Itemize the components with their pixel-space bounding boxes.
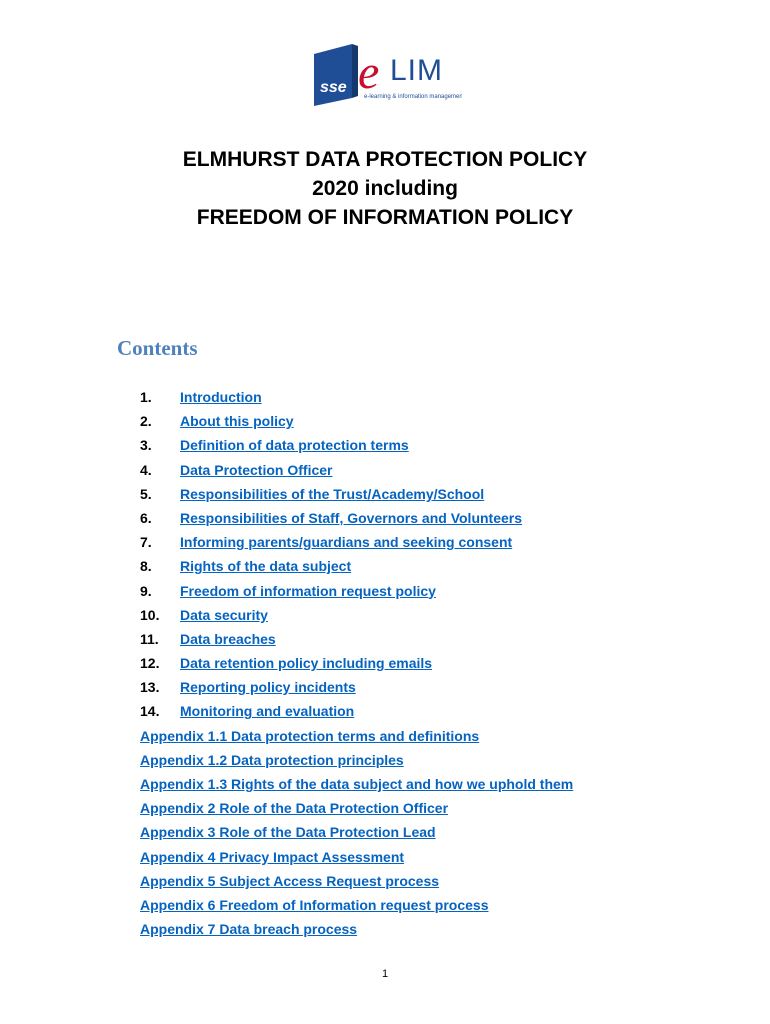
- toc-link-consent[interactable]: Informing parents/guardians and seeking consent: [180, 534, 513, 551]
- page-number: 1: [381, 968, 389, 980]
- toc-number: 10.: [140, 606, 160, 623]
- toc-number: 3.: [140, 437, 152, 454]
- title-line-1: ELMHURST DATA PROTECTION POLICY: [182, 148, 588, 171]
- contents-heading: Contents: [117, 336, 198, 360]
- title-line-2: 2020 including: [312, 177, 458, 200]
- logo-lim-text: LIM: [390, 54, 444, 87]
- elim-logo-graphic: [312, 40, 462, 108]
- toc-number: 9.: [140, 582, 152, 599]
- toc-number: 11.: [140, 630, 159, 647]
- toc-item-trust-responsibilities: [140, 482, 700, 506]
- toc-item-foi: [140, 579, 700, 603]
- toc-number: 12.: [140, 655, 160, 672]
- toc-number: 5.: [140, 485, 152, 502]
- toc-link-dpo[interactable]: Data Protection Officer: [180, 461, 333, 478]
- toc-number: 14.: [140, 703, 160, 720]
- logo-tagline: e-learning & information management: [364, 94, 462, 100]
- toc-number: 13.: [140, 679, 160, 696]
- toc-link-appendix-1-2[interactable]: Appendix 1.2 Data protection principles: [140, 751, 404, 768]
- toc-appendix-item: [140, 893, 700, 917]
- toc-link-retention[interactable]: Data retention policy including emails: [180, 655, 433, 672]
- toc-item-about: [140, 409, 700, 433]
- toc-appendix-item: [140, 845, 700, 869]
- toc-appendix-item: [140, 869, 700, 893]
- toc-link-introduction[interactable]: Introduction: [180, 389, 262, 405]
- document-title: [0, 145, 770, 232]
- toc-item-monitoring: [140, 699, 700, 723]
- toc-link-appendix-1-1[interactable]: Appendix 1.1 Data protection terms and definitions: [140, 727, 480, 744]
- toc-link-appendix-7[interactable]: Appendix 7 Data breach process: [140, 921, 358, 938]
- toc-item-introduction: [140, 385, 700, 409]
- toc-number: 2.: [140, 413, 152, 430]
- toc-link-reporting[interactable]: Reporting policy incidents: [180, 679, 356, 696]
- toc-link-about[interactable]: About this policy: [180, 413, 294, 430]
- toc-item-retention: [140, 651, 700, 675]
- toc-appendix-item: [140, 917, 700, 941]
- toc-item-staff-responsibilities: [140, 506, 700, 530]
- toc-item-reporting: [140, 675, 700, 699]
- toc-number: 8.: [140, 558, 152, 575]
- toc-link-appendix-2[interactable]: Appendix 2 Role of the Data Protection Officer: [140, 800, 449, 817]
- logo-e-letter: e: [358, 46, 380, 99]
- toc-link-security[interactable]: Data security: [180, 606, 268, 623]
- toc-number: 1.: [140, 389, 152, 405]
- logo-sse-text: sse: [320, 79, 347, 96]
- toc-link-definitions[interactable]: Definition of data protection terms: [180, 437, 409, 454]
- toc-appendix-item: [140, 724, 700, 748]
- toc-link-appendix-4[interactable]: Appendix 4 Privacy Impact Assessment: [140, 848, 405, 865]
- toc-link-foi[interactable]: Freedom of information request policy: [180, 582, 436, 599]
- toc-number: 6.: [140, 509, 152, 526]
- toc-link-monitoring[interactable]: Monitoring and evaluation: [180, 703, 355, 720]
- toc-link-trust-responsibilities[interactable]: Responsibilities of the Trust/Academy/School: [180, 485, 485, 502]
- toc-appendix-item: [140, 820, 700, 844]
- table-of-contents: [140, 385, 700, 941]
- toc-link-appendix-6[interactable]: Appendix 6 Freedom of Information request process: [140, 896, 489, 913]
- toc-link-staff-responsibilities[interactable]: Responsibilities of Staff, Governors and Volunteers: [180, 509, 523, 526]
- toc-link-appendix-3[interactable]: Appendix 3 Role of the Data Protection Lead: [140, 824, 436, 841]
- toc-item-definitions: [140, 433, 700, 457]
- title-line-3: FREEDOM OF INFORMATION POLICY: [196, 206, 574, 229]
- toc-link-appendix-1-3[interactable]: Appendix 1.3 Rights of the data subject and how we uphold them: [140, 776, 574, 792]
- toc-link-rights[interactable]: Rights of the data subject: [180, 558, 352, 575]
- toc-link-appendix-5[interactable]: Appendix 5 Subject Access Request process: [140, 872, 440, 889]
- toc-item-consent: [140, 530, 700, 554]
- toc-number: 7.: [140, 534, 152, 551]
- toc-link-breaches[interactable]: Data breaches: [180, 630, 276, 647]
- toc-appendix-item: [140, 796, 700, 820]
- logo-sse-tile: [314, 44, 352, 106]
- toc-appendix-item: [140, 748, 700, 772]
- elim-logo: [312, 40, 462, 108]
- toc-number: 4.: [140, 461, 152, 478]
- toc-item-rights: [140, 554, 700, 578]
- toc-item-breaches: [140, 627, 700, 651]
- toc-appendix-item: [140, 772, 700, 796]
- toc-item-security: [140, 603, 700, 627]
- toc-item-dpo: [140, 458, 700, 482]
